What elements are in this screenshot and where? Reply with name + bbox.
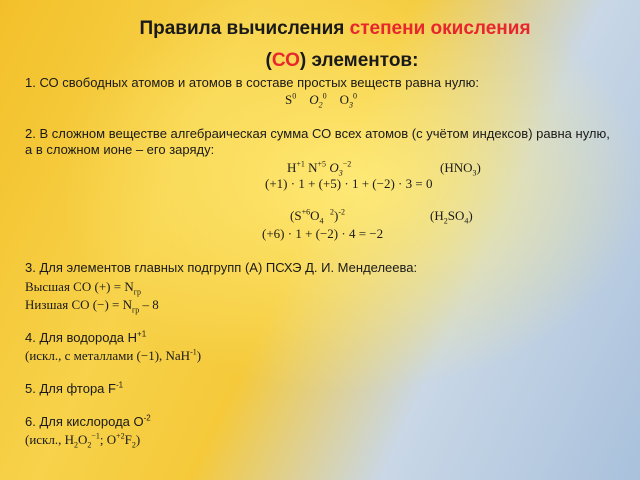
rule-4-text: 4. Для водорода $H^{+1}$	[25, 329, 147, 345]
title-abbrev: СО	[271, 50, 300, 71]
rule-2-ex2-calc: (+6) · 1 + (−2) · 4 = −2	[262, 226, 384, 241]
rule-2-text-1: 2. В сложном веществе алгебраическая сумма СО всех атомов (с учётом индексов) равна нулю,	[25, 126, 610, 141]
rule-3-text: 3. Для элементов главных подгрупп (А) ПСХЭ Д. И. Менделеева:	[25, 260, 418, 275]
rule-2-ex2-ions: ($S^{+6}O_4$ $^2$)$^{-2}$	[290, 207, 345, 226]
rule-4-exception: (искл., с металлами (−1), NaH$^{-1}$)	[25, 347, 202, 363]
rule-2-text-2: а в сложном ионе – его заряду:	[25, 142, 215, 157]
rule-2-ex2-formula: $(H_2SO_4)$	[430, 208, 473, 226]
rule-3-max: Высшая СО (+) = $N_{гр}$	[25, 279, 141, 297]
rule-2-ex1-calc: (+1) · 1 + (+5) · 1 + (−2) · 3 = 0	[265, 176, 433, 191]
slide-title-line1: Правила вычисления степени окисления	[139, 18, 531, 39]
rule-2-ex1-ions: $H^{+1}$ $N^{+5}$ $O_3^{-2}$	[287, 159, 352, 178]
rule-2-ex1-formula: $(HNO_3)$	[440, 160, 481, 178]
rule-3-min: Низшая СО (−) = $N_{гр} - 8$	[25, 297, 159, 315]
rule-1-text: 1. СО свободных атомов и атомов в составе простых веществ равна нулю:	[25, 75, 480, 90]
slide-title-line2: (СО) элементов:	[265, 50, 419, 71]
title-highlight: степени окисления	[349, 18, 531, 39]
rule-6-text: 6. Для кислорода $O^{-2}$	[25, 413, 151, 429]
rule-5-text: 5. Для фтора $F^{-1}$	[25, 380, 124, 396]
rule-6-exception: (искл., $H_2O_2^{-1}$; $O^{+2}F_2$)	[25, 431, 141, 450]
rule-1-examples: $S^0$ $O_2^0$ $O_3^0$	[285, 91, 358, 110]
